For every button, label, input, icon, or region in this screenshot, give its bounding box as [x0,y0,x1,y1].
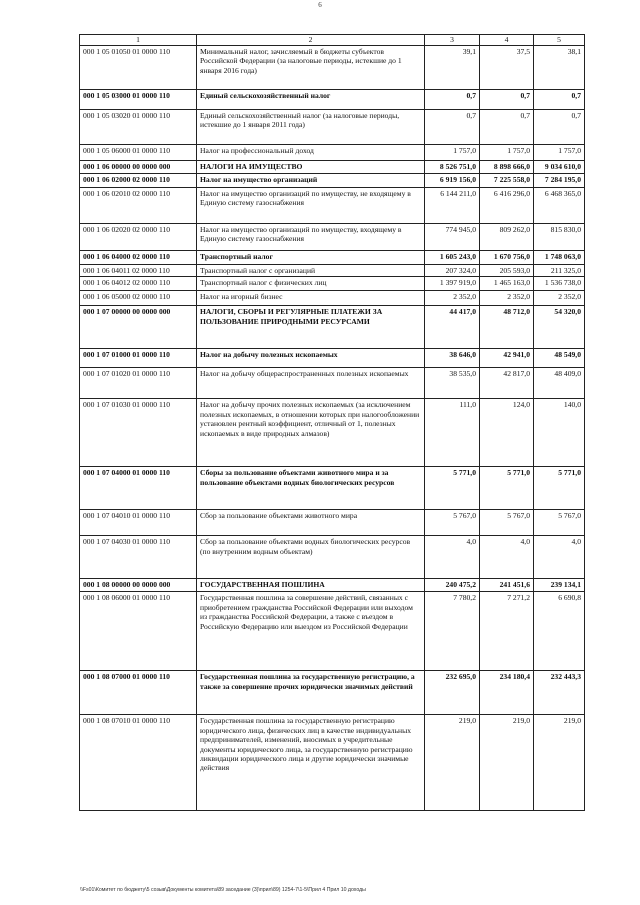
cell-name: Государственная пошлина за государственную регистрацию юридического лица, физических лиц в качестве индивидуальных предпринимателей, изменений, вносимых в учредительные документы юридического лица, за государственную регистрацию ликвидации юридического лица и другие юридически значимые действия [197,715,425,811]
cell-code: 000 1 06 04000 02 0000 110 [80,251,197,265]
table-row [80,291,585,306]
cell-name: Сбор за пользование объектами животного мира [197,510,425,536]
table-row [80,671,585,715]
cell-value-4: 0,7 [480,110,534,145]
cell-value-3: 39,1 [425,46,480,90]
table-row [80,277,585,291]
cell-value-3: 1 605 243,0 [425,251,480,265]
cell-code: 000 1 06 02000 02 0000 110 [80,174,197,188]
cell-code: 000 1 07 01030 01 0000 110 [80,399,197,467]
cell-value-4: 37,5 [480,46,534,90]
cell-name: Государственная пошлина за государственную регистрацию, а также за совершение прочих юридически значимых действий [197,671,425,715]
cell-code: 000 1 07 04010 01 0000 110 [80,510,197,536]
cell-value-5: 6 468 365,0 [534,188,585,224]
cell-value-5: 7 284 195,0 [534,174,585,188]
cell-value-5: 239 134,1 [534,579,585,592]
table-row [80,251,585,265]
table-row [80,188,585,224]
cell-code: 000 1 05 01050 01 0000 110 [80,46,197,90]
cell-value-3: 232 695,0 [425,671,480,715]
cell-value-3: 5 767,0 [425,510,480,536]
cell-value-3: 774 945,0 [425,224,480,251]
cell-value-5: 1 536 738,0 [534,277,585,291]
cell-code: 000 1 08 07000 01 0000 110 [80,671,197,715]
cell-value-4: 234 180,4 [480,671,534,715]
cell-name: Государственная пошлина за совершение действий, связанных с приобретением гражданства Российской Федерации или выходом из гражданства Российской Федерации, а также с въездом в Российскую Федерацию или выездом из Российской Федерации [197,592,425,671]
cell-code: 000 1 05 03000 01 0000 110 [80,90,197,110]
cell-value-4: 5 767,0 [480,510,534,536]
cell-value-3: 38 646,0 [425,349,480,368]
table-row [80,467,585,510]
page-number: 6 [318,1,322,9]
cell-value-4: 0,7 [480,90,534,110]
table-row [80,174,585,188]
cell-code: 000 1 08 06000 01 0000 110 [80,592,197,671]
cell-value-3: 219,0 [425,715,480,811]
cell-value-4: 1 465 163,0 [480,277,534,291]
cell-value-5: 219,0 [534,715,585,811]
cell-code: 000 1 06 04011 02 0000 110 [80,265,197,277]
header-col-4: 4 [480,35,534,46]
table-row [80,90,585,110]
revenue-table [79,34,585,811]
cell-value-3: 6 919 156,0 [425,174,480,188]
cell-value-5: 0,7 [534,90,585,110]
cell-name: ГОСУДАРСТВЕННАЯ ПОШЛИНА [197,579,425,592]
cell-code: 000 1 06 02020 02 0000 110 [80,224,197,251]
cell-value-5: 815 830,0 [534,224,585,251]
table-row [80,265,585,277]
cell-code: 000 1 05 06000 01 0000 110 [80,145,197,161]
cell-name: Единый сельскохозяйственный налог (за налоговые периоды, истекшие до 1 января 2011 года) [197,110,425,145]
cell-name: НАЛОГИ НА ИМУЩЕСТВО [197,161,425,174]
cell-value-4: 1 670 756,0 [480,251,534,265]
cell-value-4: 48 712,0 [480,306,534,349]
cell-value-5: 9 034 610,0 [534,161,585,174]
cell-value-3: 240 475,2 [425,579,480,592]
cell-name: Налог на имущество организаций по имуществу, не входящему в Единую систему газоснабжения [197,188,425,224]
cell-value-4: 42 817,0 [480,368,534,399]
cell-value-3: 7 780,2 [425,592,480,671]
cell-value-3: 0,7 [425,90,480,110]
cell-code: 000 1 06 04012 02 0000 110 [80,277,197,291]
cell-value-3: 8 526 751,0 [425,161,480,174]
cell-code: 000 1 06 00000 00 0000 000 [80,161,197,174]
table-row [80,110,585,145]
cell-value-5: 54 320,0 [534,306,585,349]
cell-name: Налог на добычу прочих полезных ископаемых (за исключением полезных ископаемых, в отношении которых при налогообложении установлен рентный коэффициент, отличный от 1, полезных ископаемых в виде природных алмазов) [197,399,425,467]
header-col-1: 1 [80,35,197,46]
cell-value-5: 140,0 [534,399,585,467]
cell-value-4: 124,0 [480,399,534,467]
table-row [80,510,585,536]
cell-name: Налог на имущество организаций по имуществу, входящему в Единую систему газоснабжения [197,224,425,251]
cell-name: Транспортный налог с организаций [197,265,425,277]
cell-value-5: 5 767,0 [534,510,585,536]
header-col-3: 3 [425,35,480,46]
cell-name: Налог на имущество организаций [197,174,425,188]
cell-code: 000 1 06 02010 02 0000 110 [80,188,197,224]
cell-value-4: 809 262,0 [480,224,534,251]
cell-code: 000 1 07 01000 01 0000 110 [80,349,197,368]
cell-value-3: 5 771,0 [425,467,480,510]
cell-code: 000 1 07 04000 01 0000 110 [80,467,197,510]
header-col-5: 5 [534,35,585,46]
cell-name: Налог на игорный бизнес [197,291,425,306]
table-row [80,399,585,467]
cell-value-3: 1 757,0 [425,145,480,161]
table-row [80,224,585,251]
table-row [80,46,585,90]
cell-code: 000 1 08 07010 01 0000 110 [80,715,197,811]
cell-value-5: 38,1 [534,46,585,90]
table-row [80,161,585,174]
cell-name: Единый сельскохозяйственный налог [197,90,425,110]
cell-value-3: 44 417,0 [425,306,480,349]
cell-code: 000 1 06 05000 02 0000 110 [80,291,197,306]
cell-value-3: 111,0 [425,399,480,467]
cell-name: НАЛОГИ, СБОРЫ И РЕГУЛЯРНЫЕ ПЛАТЕЖИ ЗА ПОЛЬЗОВАНИЕ ПРИРОДНЫМИ РЕСУРСАМИ [197,306,425,349]
cell-value-3: 6 144 211,0 [425,188,480,224]
table-body [80,46,585,811]
cell-value-5: 1 748 063,0 [534,251,585,265]
cell-code: 000 1 07 00000 00 0000 000 [80,306,197,349]
cell-value-5: 48 549,0 [534,349,585,368]
table-row [80,536,585,579]
cell-value-4: 5 771,0 [480,467,534,510]
cell-code: 000 1 08 00000 00 0000 000 [80,579,197,592]
cell-name: Сбор за пользование объектами водных биологических ресурсов (по внутренним водным объектам) [197,536,425,579]
cell-code: 000 1 07 01020 01 0000 110 [80,368,197,399]
cell-value-4: 42 941,0 [480,349,534,368]
table-header-row [80,35,585,46]
table-row [80,592,585,671]
cell-value-3: 1 397 919,0 [425,277,480,291]
cell-name: Транспортный налог [197,251,425,265]
cell-value-3: 0,7 [425,110,480,145]
cell-value-5: 48 409,0 [534,368,585,399]
cell-value-4: 205 593,0 [480,265,534,277]
table-row [80,579,585,592]
cell-code: 000 1 07 04030 01 0000 110 [80,536,197,579]
cell-name: Налог на профессиональный доход [197,145,425,161]
cell-value-5: 4,0 [534,536,585,579]
cell-value-4: 7 225 558,0 [480,174,534,188]
file-path-footer: \\Fs01\Комитет по бюджету\5 созыв\Документы комитета\89 заседание (3)\прил\89) 1254-7\1-5\Прил 4 Прил 10 доходы [80,887,366,893]
cell-value-5: 0,7 [534,110,585,145]
cell-value-4: 241 451,6 [480,579,534,592]
table-row [80,349,585,368]
cell-value-4: 4,0 [480,536,534,579]
cell-value-4: 8 898 666,0 [480,161,534,174]
cell-value-4: 2 352,0 [480,291,534,306]
cell-value-5: 232 443,3 [534,671,585,715]
cell-value-3: 38 535,0 [425,368,480,399]
cell-value-4: 6 416 296,0 [480,188,534,224]
table-row [80,306,585,349]
cell-name: Сборы за пользование объектами животного мира и за пользование объектами водных биологических ресурсов [197,467,425,510]
cell-name: Налог на добычу общераспространенных полезных ископаемых [197,368,425,399]
cell-name: Транспортный налог с физических лиц [197,277,425,291]
cell-value-5: 2 352,0 [534,291,585,306]
header-col-2: 2 [197,35,425,46]
cell-value-3: 4,0 [425,536,480,579]
cell-value-4: 7 271,2 [480,592,534,671]
cell-value-3: 2 352,0 [425,291,480,306]
cell-value-5: 211 325,0 [534,265,585,277]
cell-name: Налог на добычу полезных ископаемых [197,349,425,368]
table-row [80,715,585,811]
cell-name: Минимальный налог, зачисляемый в бюджеты субъектов Российской Федерации (за налоговые периоды, истекшие до 1 января 2016 года) [197,46,425,90]
cell-value-5: 6 690,8 [534,592,585,671]
table-row [80,145,585,161]
cell-value-5: 1 757,0 [534,145,585,161]
cell-value-3: 207 324,0 [425,265,480,277]
cell-value-5: 5 771,0 [534,467,585,510]
table-row [80,368,585,399]
cell-code: 000 1 05 03020 01 0000 110 [80,110,197,145]
cell-value-4: 1 757,0 [480,145,534,161]
cell-value-4: 219,0 [480,715,534,811]
